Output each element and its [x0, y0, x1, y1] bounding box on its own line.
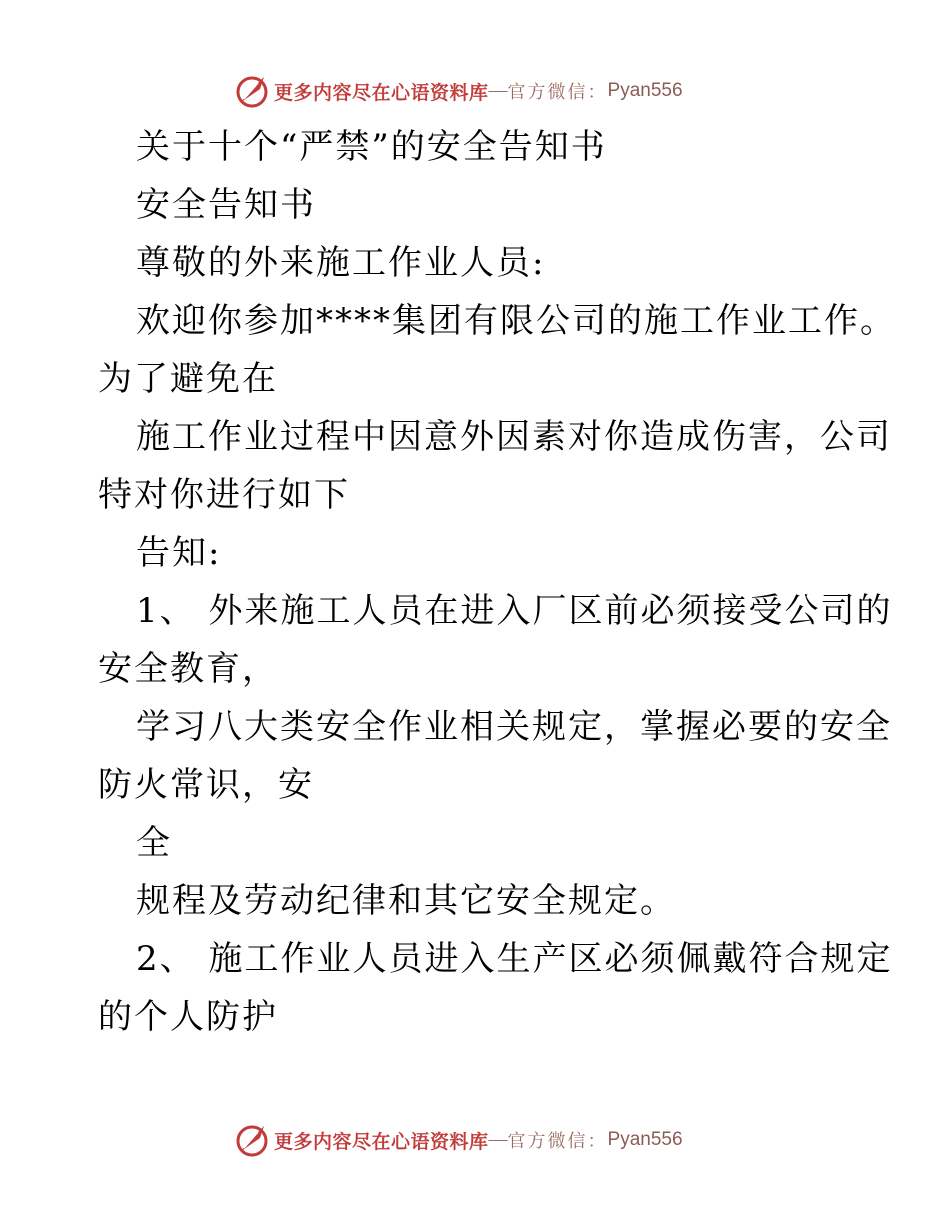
paragraph-line: 安全教育， — [98, 649, 278, 689]
paragraph-line: 特对你进行如下 — [98, 475, 350, 515]
quill-logo-icon — [234, 1122, 270, 1158]
banner-title: 更多内容尽在心语资料库 — [274, 1130, 489, 1153]
paragraph-line: 规程及劳动纪律和其它安全规定。 — [136, 881, 676, 921]
paragraph-line: 学习八大类安全作业相关规定，掌握必要的安全 — [136, 707, 892, 747]
paragraph-line: 欢迎你参加****集团有限公司的施工作业工作。 — [136, 301, 896, 341]
header-banner — [234, 73, 683, 109]
salutation: 尊敬的外来施工作业人员: — [136, 243, 546, 283]
banner-wechat-id: Pyan556 — [607, 1129, 683, 1150]
paragraph-line: 的个人防护 — [98, 997, 278, 1037]
quill-logo-icon — [234, 73, 270, 109]
paragraph-line: 防火常识，安 — [98, 765, 314, 805]
banner-dash: — — [488, 80, 508, 101]
banner-wechat-label: 官方微信： — [507, 82, 608, 103]
list-item-2: 2、 施工作业人员进入生产区必须佩戴符合规定 — [136, 939, 893, 979]
document-title: 关于十个“严禁”的安全告知书 — [136, 127, 607, 167]
banner-wechat-id: Pyan556 — [607, 80, 683, 101]
banner-dash: — — [488, 1129, 508, 1150]
banner-wechat-label: 官方微信： — [507, 1131, 608, 1152]
document-subtitle: 安全告知书 — [136, 185, 316, 225]
footer-banner — [234, 1122, 683, 1158]
paragraph-line: 告知: — [136, 533, 222, 573]
banner-title: 更多内容尽在心语资料库 — [274, 81, 489, 104]
paragraph-line: 为了避免在 — [98, 359, 278, 399]
document-body — [98, 118, 896, 1046]
paragraph-line: 全 — [136, 823, 172, 863]
list-item-1: 1、 外来施工人员在进入厂区前必须接受公司的 — [136, 591, 893, 631]
paragraph-line: 施工作业过程中因意外因素对你造成伤害，公司 — [136, 417, 892, 457]
